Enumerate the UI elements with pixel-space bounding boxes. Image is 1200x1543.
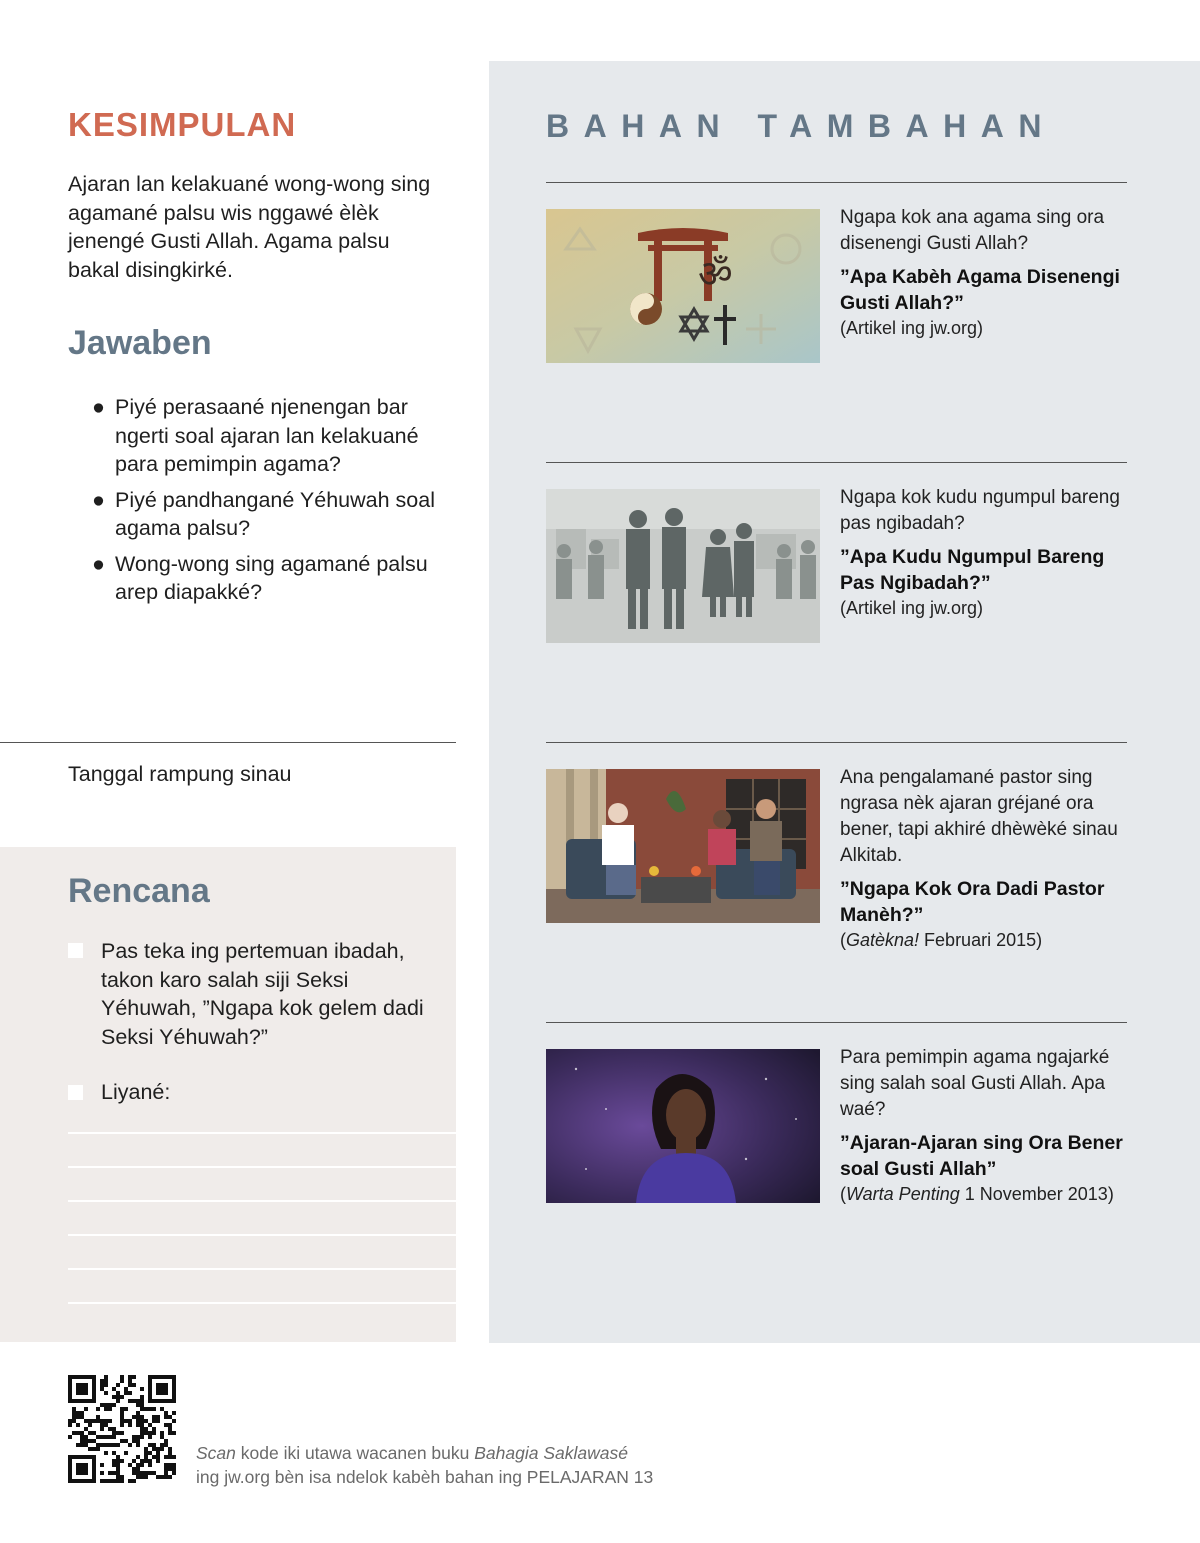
write-line[interactable]: [68, 1234, 456, 1236]
resource-description: Ngapa kok kudu ngumpul bareng pas ngibadah?: [840, 487, 1120, 534]
review-question-text: Piyé perasaané njenengan bar ngerti soal ajaran lan kelakuané para pemimpin agama?: [115, 395, 419, 476]
magazine-name: Warta Penting: [846, 1184, 960, 1204]
review-question: [92, 393, 462, 479]
resource-card: [840, 485, 1130, 621]
bullet-icon: ●: [92, 551, 105, 576]
divider: [546, 462, 1127, 463]
resource-description: Para pemimpin agama ngajarké sing salah soal Gusti Allah. Apa waé?: [840, 1047, 1110, 1120]
summary-heading: KESIMPULAN: [68, 106, 297, 143]
plan-checkbox-2[interactable]: [68, 1085, 83, 1100]
write-line[interactable]: [68, 1200, 456, 1202]
write-line[interactable]: [68, 1132, 456, 1134]
extra-materials-heading: BAHAN TAMBAHAN: [546, 108, 1056, 144]
resource-description: Ana pengalamané pastor sing ngrasa nèk ajaran gréjané ora bener, tapi akhiré dhèwèké sinau Alkitab.: [840, 767, 1118, 866]
footer-line-1: Scan kode iki utawa wacanen buku Bahagia Saklawasé: [196, 1443, 628, 1463]
resource-source: (Artikel ing jw.org): [840, 318, 984, 338]
resource-source: (Gatèkna! Februari 2015): [840, 930, 1043, 950]
qr-code-icon[interactable]: [68, 1375, 176, 1483]
resource-card: [840, 205, 1130, 341]
svg-text:ॐ: ॐ: [698, 252, 733, 296]
resource-title-link[interactable]: ”Ngapa Kok Ora Dadi Pastor Manèh?”: [840, 878, 1105, 926]
write-line[interactable]: [68, 1302, 456, 1304]
review-question-text: Wong-wong sing agamané palsu arep diapakké?: [115, 551, 428, 604]
resource-title-link[interactable]: ”Ajaran-Ajaran sing Ora Bener soal Gusti Allah”: [840, 1132, 1123, 1180]
review-question-text: Piyé pandhangané Yéhuwah soal agama palsu?: [115, 487, 435, 540]
congregation-gathering-image[interactable]: [546, 489, 820, 643]
woman-night-sky-image[interactable]: [546, 1049, 820, 1203]
review-question: [92, 550, 462, 607]
bullet-icon: ●: [92, 395, 105, 419]
resource-source: (Artikel ing jw.org): [840, 598, 984, 618]
religious-symbols-image[interactable]: [546, 209, 820, 363]
summary-text: Ajaran lan kelakuané wong-wong sing agamané palsu wis nggawé èlèk jenengé Gusti Allah. Agama palsu bakal disingkirké.: [68, 172, 431, 282]
divider: [546, 1022, 1127, 1023]
resource-description: Ngapa kok ana agama sing ora disenengi Gusti Allah?: [840, 207, 1105, 254]
review-heading: Jawaben: [68, 324, 212, 362]
write-line[interactable]: [68, 1268, 456, 1270]
footer-instructions: [196, 1441, 653, 1489]
plan-item-text: Liyané:: [101, 1080, 171, 1104]
divider: [546, 742, 1127, 743]
bible-study-patio-image[interactable]: [546, 769, 820, 923]
plan-checkbox-1[interactable]: [68, 943, 83, 958]
review-question: [92, 486, 462, 543]
plan-item-text: Pas teka ing pertemuan ibadah, takon karo salah siji Seksi Yéhuwah, ”Ngapa kok gelem dadi Seksi Yéhuwah?”: [101, 939, 424, 1049]
completion-date-label: Tanggal rampung sinau: [68, 762, 292, 786]
divider: [546, 182, 1127, 183]
review-question-list: [92, 393, 462, 614]
divider: [0, 742, 456, 743]
plan-heading: Rencana: [68, 872, 210, 910]
footer-line-2: ing jw.org bèn isa ndelok kabèh bahan ing PELAJARAN 13: [196, 1467, 654, 1487]
magazine-name: Gatèkna!: [846, 930, 920, 950]
bullet-icon: ●: [92, 487, 105, 512]
resource-title-link[interactable]: ”Apa Kabèh Agama Disenengi Gusti Allah?”: [840, 266, 1120, 314]
resource-source: (Warta Penting 1 November 2013): [840, 1184, 1114, 1204]
resource-title-link[interactable]: ”Apa Kudu Ngumpul Bareng Pas Ngibadah?”: [840, 546, 1105, 594]
resource-card: [840, 1045, 1130, 1207]
write-line[interactable]: [68, 1166, 456, 1168]
resource-card: [840, 765, 1130, 953]
